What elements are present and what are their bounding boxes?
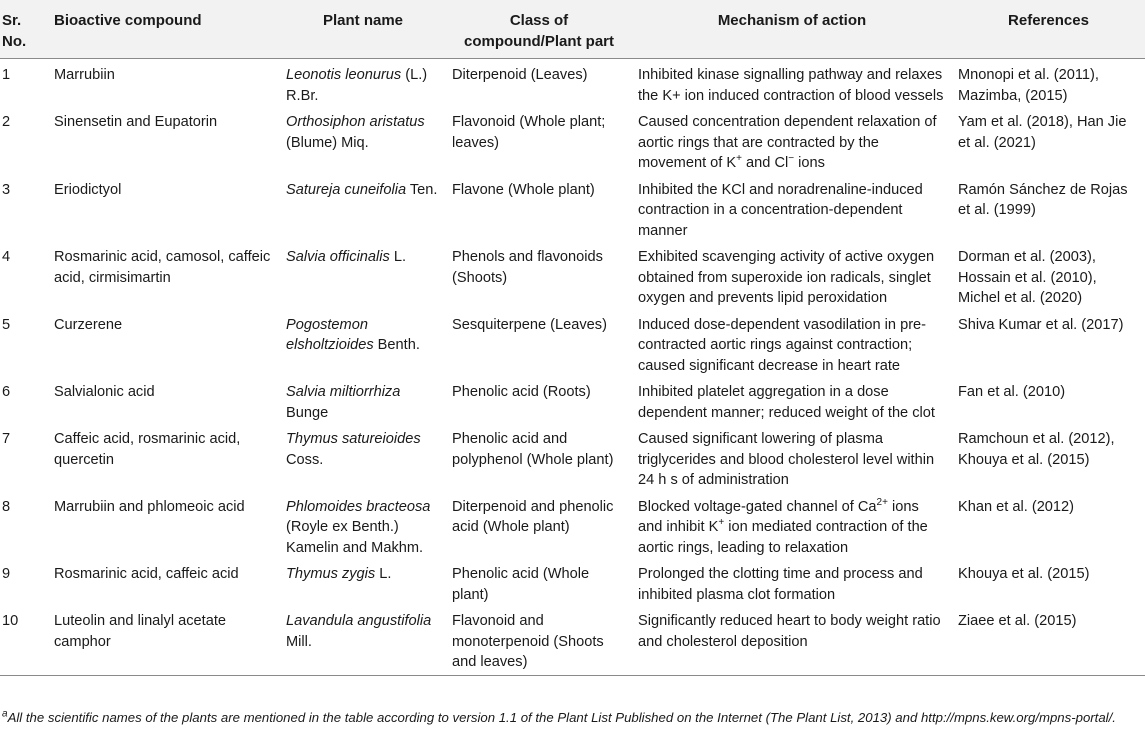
cell-class: Phenolic acid and polyphenol (Whole plant) xyxy=(452,431,614,468)
table-footnote xyxy=(2,709,1137,727)
cell-mechanism: Significantly reduced heart to body weight ratio and cholesterol deposition xyxy=(632,605,952,675)
cell-compound: Marrubiin xyxy=(54,67,115,83)
cell-references: Ramón Sánchez de Rojas et al. (1999) xyxy=(958,181,1128,218)
cell-compound: Rosmarinic acid, caffeic acid xyxy=(54,566,239,582)
ion-charge: − xyxy=(788,153,795,165)
mechanism-text: Blocked voltage-gated channel of Ca xyxy=(638,498,877,515)
cell-plant xyxy=(280,605,446,675)
header-references: References xyxy=(952,0,1145,59)
cell-compound: Rosmarinic acid, camosol, caffeic acid, cirmisimartin xyxy=(54,249,271,286)
ion-charge: 2+ xyxy=(876,496,888,508)
cell-class: Sesquiterpene (Leaves) xyxy=(452,316,607,333)
plant-authority: Coss. xyxy=(286,451,324,468)
table-row xyxy=(0,59,1145,107)
cell-class: Diterpenoid (Leaves) xyxy=(452,67,588,83)
mechanism-text: ion mediated contraction of the aortic rings, leading to relaxation xyxy=(638,519,928,556)
cell-class: Flavonoid and monoterpenoid (Shoots and leaves) xyxy=(446,605,632,675)
cell-sr: 9 xyxy=(2,566,11,582)
cell-plant xyxy=(280,106,446,174)
cell-class: Phenols and flavonoids (Shoots) xyxy=(452,249,603,286)
mechanism-text: ions and inhibit K xyxy=(638,498,919,535)
plant-authority: L. xyxy=(375,566,392,582)
plant-scientific-name: Orthosiphon aristatus xyxy=(286,114,425,130)
cell-plant xyxy=(280,309,446,377)
plant-authority: Ten. xyxy=(406,181,438,198)
cell-compound: Luteolin and linalyl acetate camphor xyxy=(48,605,280,675)
plant-authority: (Royle ex Benth.) Kamelin and Makhm. xyxy=(286,519,424,556)
footnote-text: All the scientific names of the plants are mentioned in the table according to version 1.1 of the Plant List Published on the Internet (The Plant List, 2013) and http://mpns.kew.org/mpns-portal/. xyxy=(7,710,1116,725)
cell-compound: Marrubiin and phlomeoic acid xyxy=(54,498,245,515)
cell-compound: Caffeic acid, rosmarinic acid, quercetin xyxy=(54,431,241,468)
cell-mechanism xyxy=(632,491,952,559)
table-row xyxy=(0,423,1145,491)
cell-references: Shiva Kumar et al. (2017) xyxy=(958,316,1124,333)
table-row xyxy=(0,605,1145,675)
cell-references: Khan et al. (2012) xyxy=(958,498,1075,515)
plant-scientific-name: Satureja cuneifolia xyxy=(286,181,407,198)
cell-mechanism: Caused significant lowering of plasma triglycerides and blood cholesterol level within 24 h s of administration xyxy=(638,431,935,488)
cell-mechanism: Exhibited scavenging activity of active oxygen obtained from superoxide ion radicals, singlet oxygen and prevents lipid peroxidation xyxy=(638,249,935,306)
cell-sr: 2 xyxy=(2,114,11,130)
mechanism-text: Caused concentration dependent relaxation of aortic rings that are contracted by the movement of K xyxy=(638,114,937,171)
cell-references: Yam et al. (2018), Han Jie et al. (2021) xyxy=(958,114,1127,151)
cell-class: Flavone (Whole plant) xyxy=(452,181,595,198)
table-row xyxy=(0,106,1145,174)
table-row xyxy=(0,558,1145,605)
cell-references: Ziaee et al. (2015) xyxy=(952,605,1145,675)
plant-authority: (Blume) Miq. xyxy=(286,134,369,151)
cell-mechanism: Inhibited platelet aggregation in a dose dependent manner; reduced weight of the clot xyxy=(638,384,935,421)
footnote-marker: a xyxy=(2,708,8,720)
plant-authority: Benth. xyxy=(373,337,420,353)
plant-authority: L. xyxy=(389,249,407,265)
cell-mechanism: Inhibited the KCl and noradrenaline-induced contraction in a concentration-dependent manner xyxy=(638,181,923,239)
mechanism-text: ions xyxy=(794,155,825,171)
cell-references: Mnonopi et al. (2011), Mazimba, (2015) xyxy=(958,67,1099,104)
header-row xyxy=(0,0,1145,59)
cell-sr: 5 xyxy=(2,316,11,333)
cell-plant xyxy=(280,241,446,309)
header-sr-no: Sr. No. xyxy=(0,0,48,59)
cell-plant xyxy=(280,59,446,107)
plant-authority: Mill. xyxy=(286,633,312,650)
cell-sr: 1 xyxy=(2,67,11,83)
header-bioactive-compound: Bioactive compound xyxy=(48,0,280,59)
plant-scientific-name: Pogostemon elsholtzioides xyxy=(286,316,374,353)
cell-references: Khouya et al. (2015) xyxy=(958,566,1090,582)
plant-scientific-name: Thymus zygis xyxy=(286,566,376,582)
cell-mechanism: Induced dose-dependent vasodilation in pre-contracted aortic rings against contraction; caused significant decrease in heart rate xyxy=(638,316,927,374)
cell-class: Flavonoid (Whole plant; leaves) xyxy=(452,114,606,151)
plant-authority: Bunge xyxy=(286,404,329,421)
plant-scientific-name: Salvia officinalis xyxy=(286,249,390,265)
cell-sr: 6 xyxy=(2,384,11,400)
table-row xyxy=(0,309,1145,377)
cell-mechanism: Prolonged the clotting time and process and inhibited plasma clot formation xyxy=(638,566,923,603)
cell-references: Dorman et al. (2003), Hossain et al. (2010), Michel et al. (2020) xyxy=(958,249,1097,306)
plant-scientific-name: Leonotis leonurus xyxy=(286,67,402,83)
cell-references: Ramchoun et al. (2012), Khouya et al. (2015) xyxy=(958,431,1115,468)
cell-compound: Curzerene xyxy=(54,316,123,333)
mechanism-text: and Cl xyxy=(742,155,789,171)
header-class-of-compound: Class of compound/Plant part xyxy=(446,0,632,59)
cell-class: Phenolic acid (Whole plant) xyxy=(452,566,590,603)
cell-compound: Eriodictyol xyxy=(54,181,122,198)
cell-sr: 3 xyxy=(2,181,11,198)
cell-sr: 4 xyxy=(2,249,11,265)
ion-charge: + xyxy=(718,517,725,529)
plant-scientific-name: Lavandula angustifolia xyxy=(286,613,432,629)
cell-plant xyxy=(280,423,446,491)
cell-references: Fan et al. (2010) xyxy=(958,384,1066,400)
plant-scientific-name: Salvia miltiorrhiza xyxy=(286,384,401,400)
ion-charge: + xyxy=(736,153,742,165)
cell-sr: 7 xyxy=(2,431,11,447)
plant-scientific-name: Phlomoides bracteosa xyxy=(286,498,431,515)
cell-class: Phenolic acid (Roots) xyxy=(452,384,591,400)
table-row xyxy=(0,174,1145,242)
cell-mechanism xyxy=(632,106,952,174)
table-row xyxy=(0,491,1145,559)
cell-mechanism: Inhibited kinase signalling pathway and relaxes the K+ ion induced contraction of blood vessels xyxy=(638,67,944,104)
cell-sr: 10 xyxy=(0,605,48,675)
cell-plant xyxy=(280,376,446,423)
cell-class: Diterpenoid and phenolic acid (Whole plant) xyxy=(452,498,614,535)
table-row xyxy=(0,376,1145,423)
cell-plant xyxy=(280,558,446,605)
header-plant-name: Plant name xyxy=(280,0,446,59)
header-mechanism: Mechanism of action xyxy=(632,0,952,59)
cell-plant xyxy=(280,174,446,242)
table-row xyxy=(0,241,1145,309)
plant-authority: (L.) R.Br. xyxy=(286,67,428,104)
plant-scientific-name: Thymus satureioides xyxy=(286,431,421,447)
cell-compound: Salvialonic acid xyxy=(54,384,155,400)
cell-plant xyxy=(280,491,446,559)
cell-compound: Sinensetin and Eupatorin xyxy=(54,114,218,130)
cell-sr: 8 xyxy=(2,498,11,515)
